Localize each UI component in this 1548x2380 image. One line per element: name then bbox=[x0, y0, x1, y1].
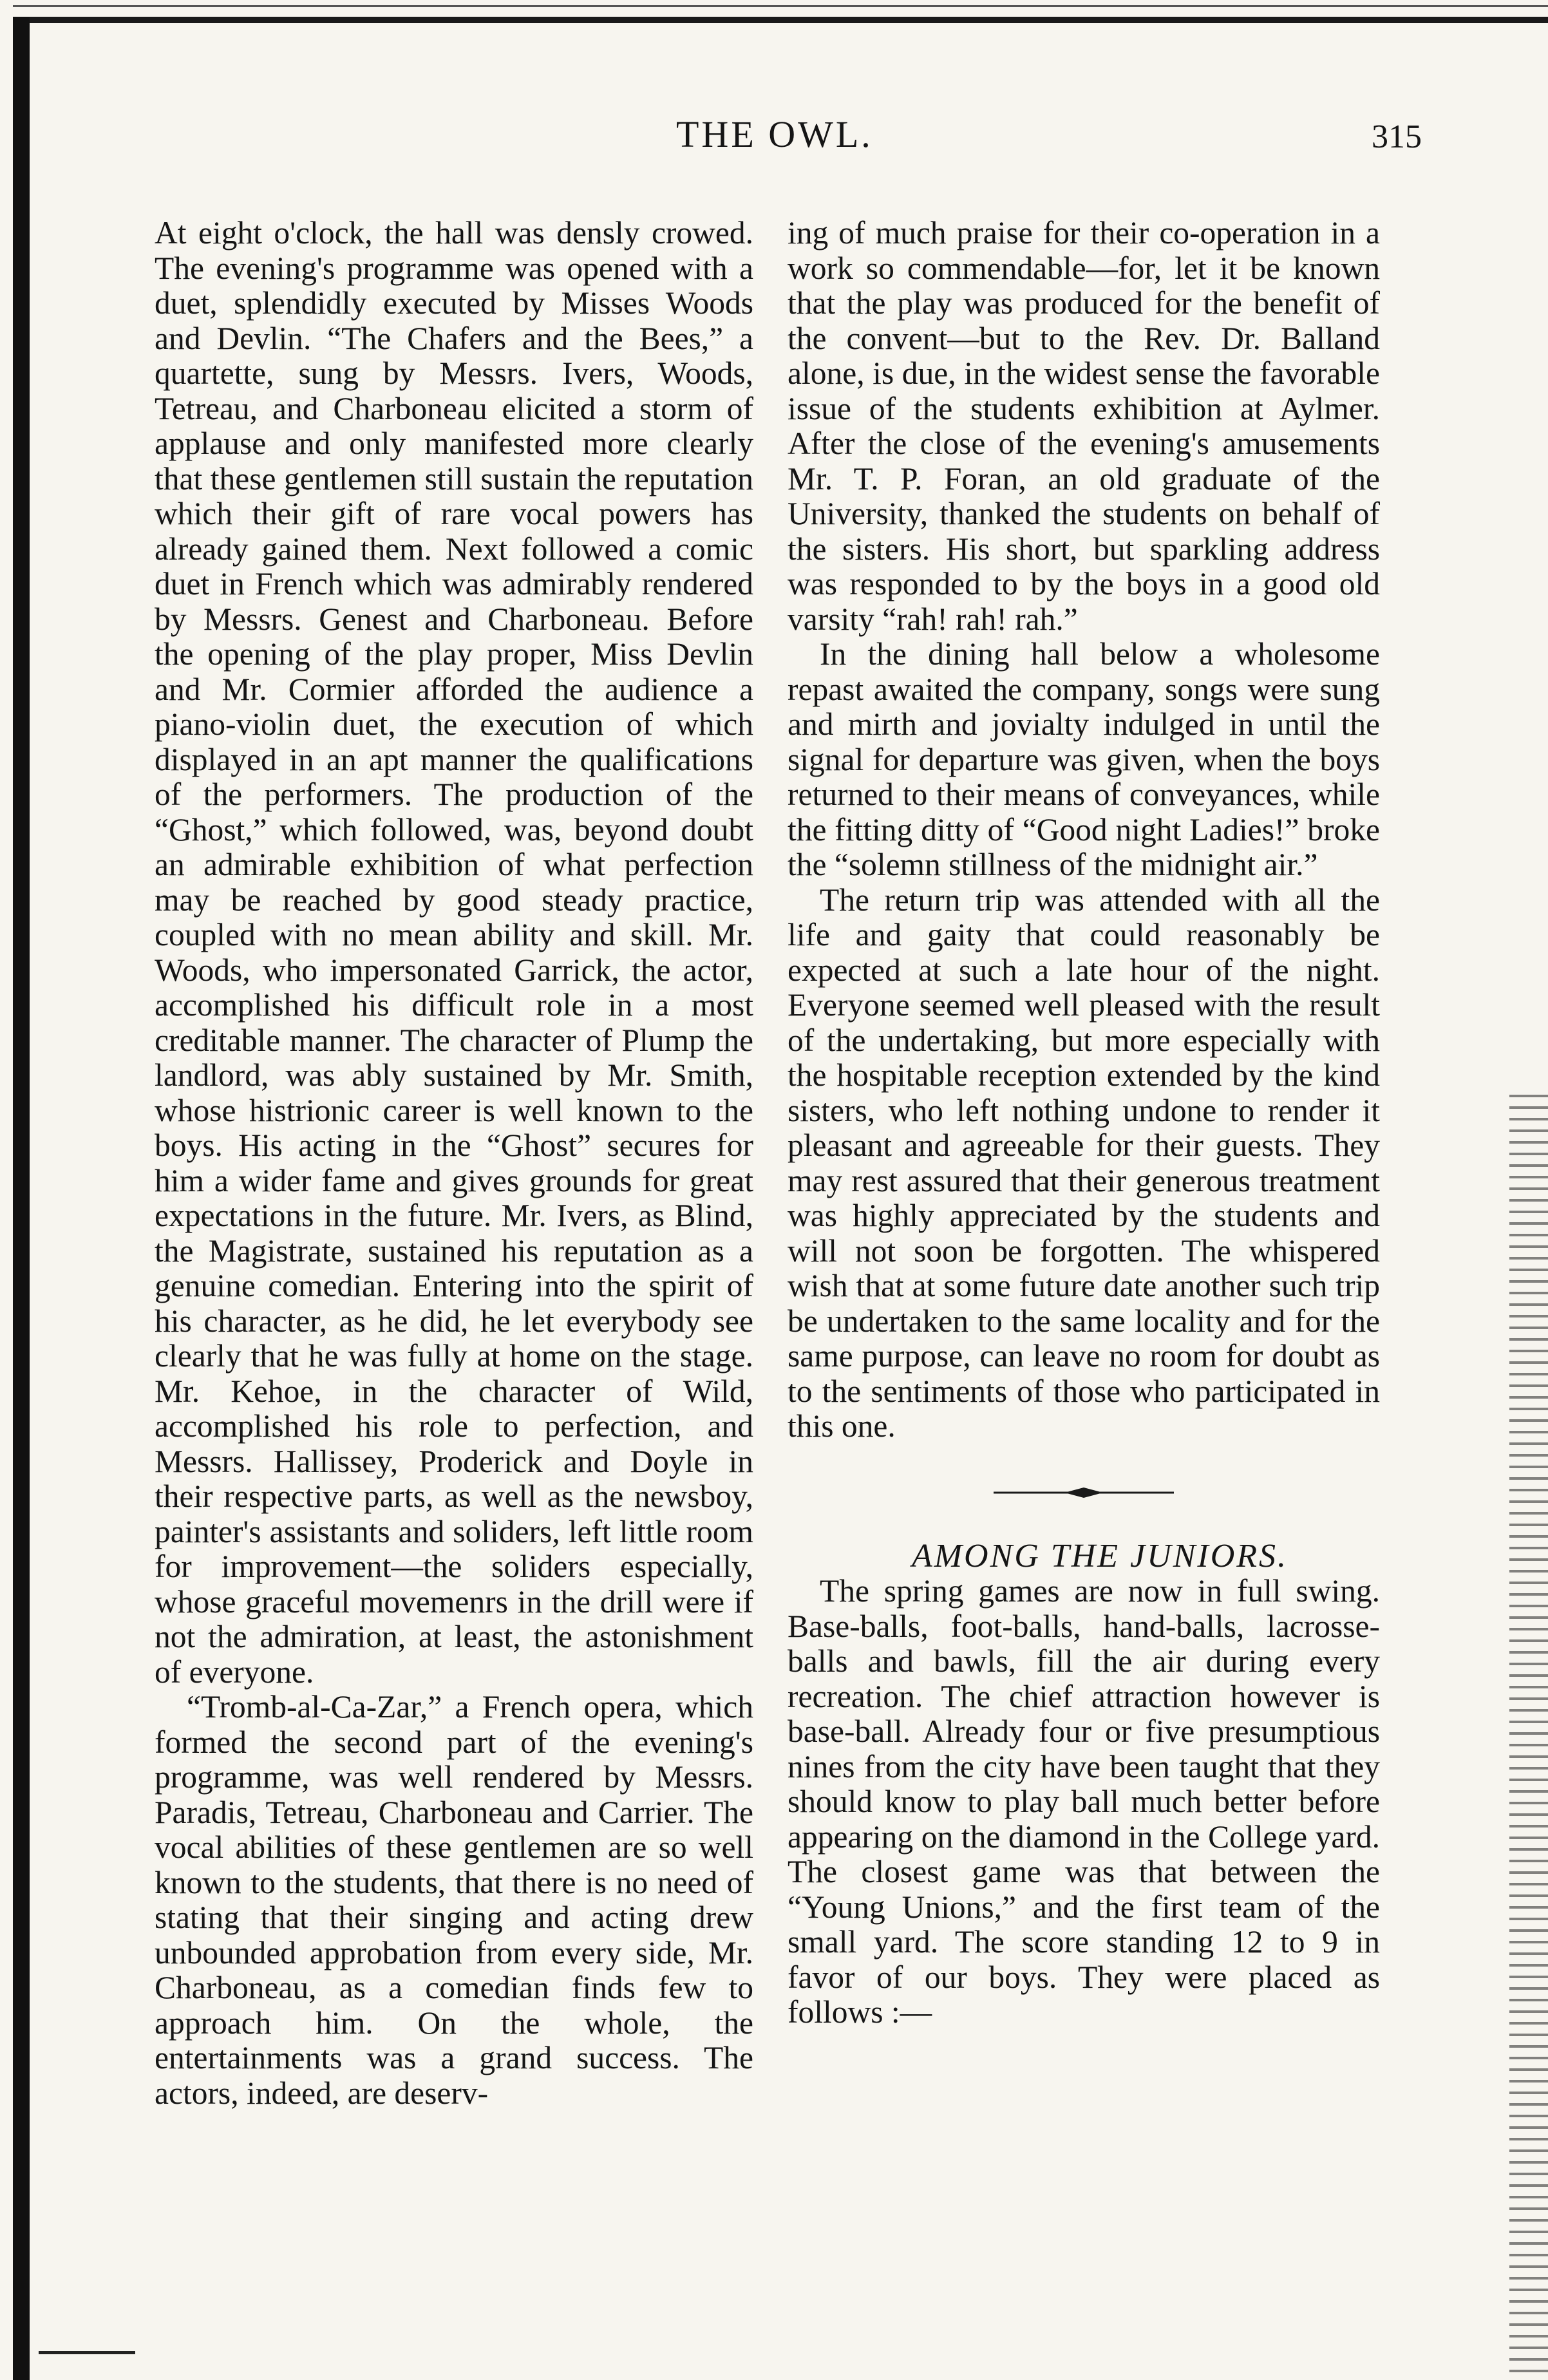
paragraph: ing of much praise for their co-operation in a work so commendable—for, let it be known that the play was produced for the benefit of the convent—but to the Rev. Dr. Balland alone, is due, in the widest sense the favorable issue of the students exhibition at Aylmer. After the close of the evening's amusements Mr. T. P. Foran, an old graduate of the University, thanked the students on behalf of the sisters. His short, but sparkling address was responded to by the boys in a good old varsity “rah! rah! rah.” bbox=[788, 215, 1380, 637]
journal-title: THE OWL. bbox=[676, 113, 873, 155]
binding-edge bbox=[13, 17, 30, 2380]
paragraph: The spring games are now in full swing. Base-balls, foot-balls, hand-balls, lacrosse-balls and bawls, fill the air during every recreation. The chief attraction however is base-ball. Already four or five presumptious nines from the city have been taught that they should know to play ball much better before appearing on the diamond in the College yard. The closest game was that between the “Young Unions,” and the first team of the small yard. The score standing 12 to 9 in favor of our boys. They were placed as follows :— bbox=[788, 1573, 1380, 2030]
paragraph: In the dining hall below a wholesome repast awaited the company, songs were sung and mirth and jovialty indulged in until the signal for departure was given, when the boys returned to their means of conveyances, while the fitting ditty of “Good night Ladies!” broke the “solemn stillness of the midnight air.” bbox=[788, 636, 1380, 882]
page-header bbox=[0, 113, 1548, 164]
paragraph: The return trip was attended with all the life and gaity that could reasonably be expected at such a late hour of the night. Everyone seemed well pleased with the result of the undertaking, but more especially with the hospitable reception extended by the kind sisters, who left nothing undone to render it pleasant and agreeable for their guests. They may rest assured that their generous treatment was highly appreciated by the students and will not soon be forgotten. The whispered wish that at some future date another such trip be undertaken to the same locality and for the same purpose, can leave no room for doubt as to the sentiments of those who participated in this one. bbox=[788, 882, 1380, 1444]
left-column bbox=[155, 216, 753, 2111]
top-thin-rule bbox=[13, 5, 1548, 7]
paragraph: “Tromb-al-Ca-Zar,” a French opera, which formed the second part of the evening's programme, was well rendered by Messrs. Paradis, Tetreau, Charboneau and Carrier. The vocal abilities of these gentlemen are so well known to the students, that there is no need of stating that their singing and acting drew unbounded approbation from every side, Mr. Charboneau, as a comedian finds few to approach him. On the whole, the entertainments was a grand success. The actors, indeed, are deserv- bbox=[155, 1689, 753, 2111]
paragraph: At eight o'clock, the hall was densly crowed. The evening's programme was opened with a duet, splendidly executed by Misses Woods and Devlin. “The Chafers and the Bees,” a quartette, sung by Messrs. Ivers, Woods, Tetreau, and Charboneau elicited a storm of applause and only manifested more clearly that these gentlemen still sustain the reputation which their gift of rare vocal powers has already gained them. Next followed a comic duet in French which was admirably rendered by Messrs. Genest and Charboneau. Before the opening of the play proper, Miss Devlin and Mr. Cormier afforded the audience a piano-violin duet, the execution of which displayed in an apt manner the qualifications of the performers. The production of the “Ghost,” which followed, was, beyond doubt an admirable exhibition of what perfection may be reached by good steady practice, coupled with no mean ability and skill. Mr. Woods, who impersonated Garrick, the actor, accomplished his difficult role in a most creditable manner. The character of Plump the landlord, was ably sustained by Mr. Smith, whose histrionic career is well known to the boys. His acting in the “Ghost” secures for him a wider fame and gives grounds for great expectations in the future. Mr. Ivers, as Blind, the Magistrate, sustained his reputation as a genuine comedian. Entering into the spirit of his character, as he did, he let everybody see clearly that he was fully at home on the stage. Mr. Kehoe, in the character of Wild, accomplished his role to perfection, and Messrs. Hallissey, Proderick and Doyle in their respective parts, as well as the newsboy, painter's assistants and soliders, left little room for improvement—the soliders especially, whose graceful movemenrs in the drill were if not the admiration, at least, the astonishment of everyone. bbox=[155, 215, 753, 1690]
bottom-rule bbox=[39, 2351, 135, 2354]
top-border-rule bbox=[13, 17, 1548, 23]
page-number: 315 bbox=[1372, 118, 1422, 155]
right-column bbox=[788, 216, 1380, 2030]
section-divider-ornament bbox=[994, 1482, 1174, 1504]
section-heading: AMONG THE JUNIORS. bbox=[911, 1537, 1288, 1574]
page-edge-texture bbox=[1509, 1095, 1548, 2380]
